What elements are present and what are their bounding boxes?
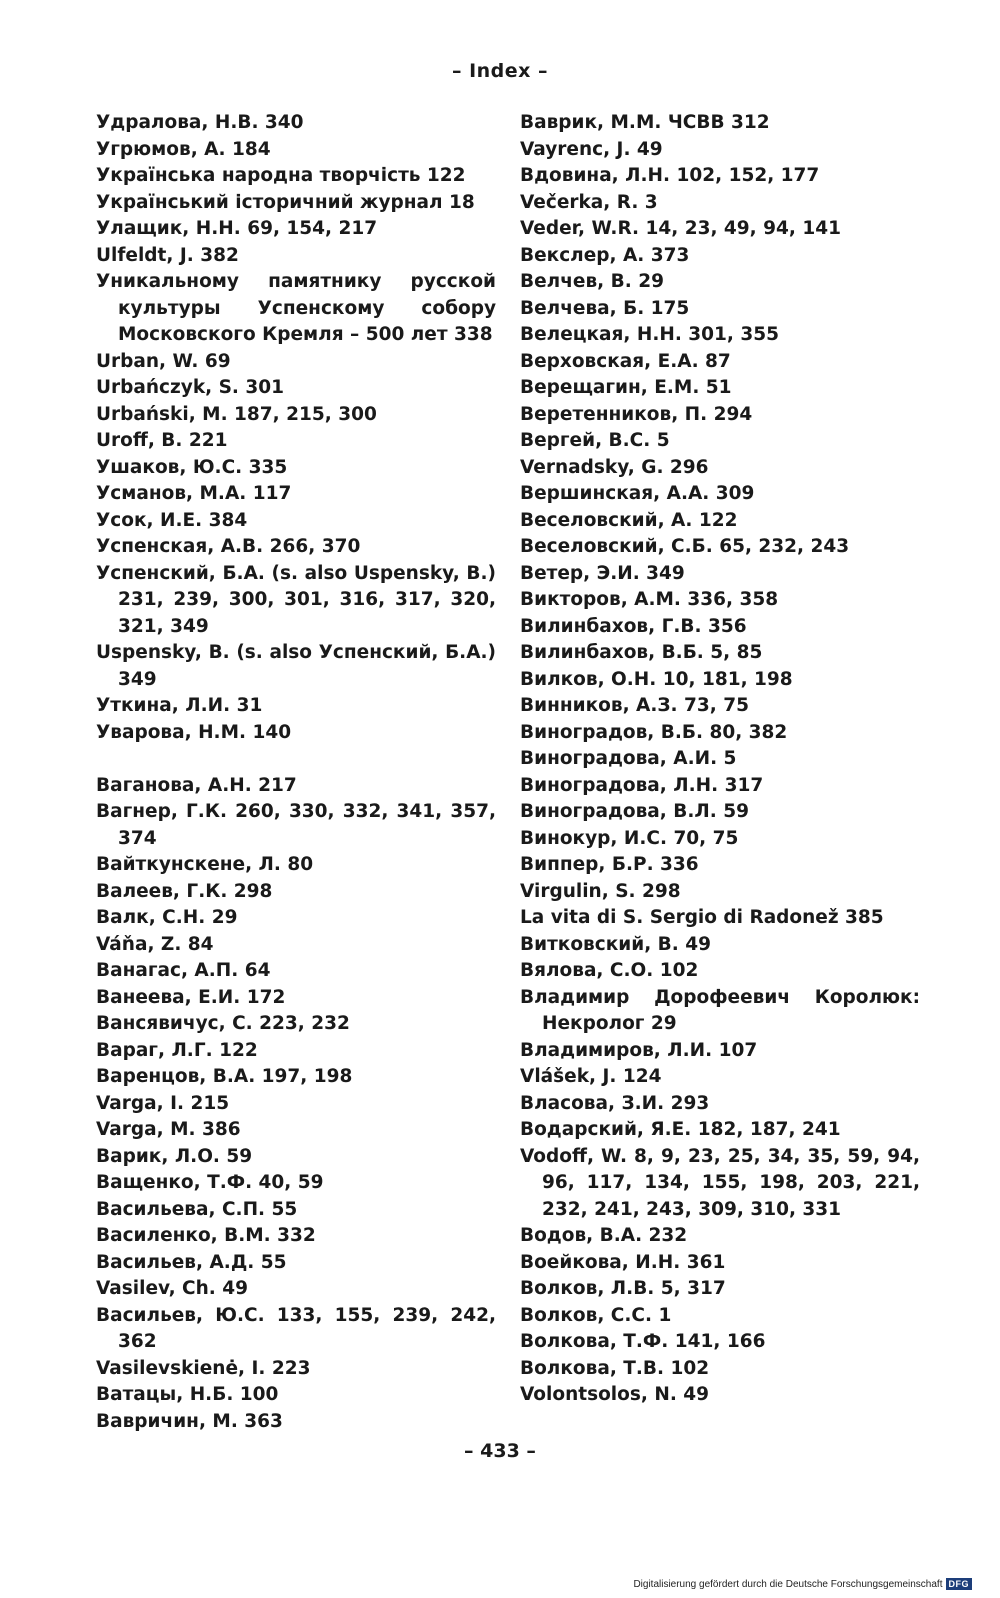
index-entry: Вилков, О.Н. 10, 181, 198 (520, 668, 793, 690)
index-entry: Улащик, Н.Н. 69, 154, 217 (96, 218, 378, 239)
index-entry: Успенский, Б.А. (s. also Uspensky, B.) 231, 239, 300, 301, 316, 317, 320, 321, 349 (96, 562, 496, 637)
index-entry: Ulfeldt, J. 382 (96, 244, 239, 266)
index-entry: Волкова, Т.В. 102 (520, 1357, 710, 1379)
index-entry: Вагнер, Г.К. 260, 330, 332, 341, 357, 374 (96, 801, 496, 849)
index-entry: Вергей, В.С. 5 (520, 430, 670, 451)
index-entry: Вялова, С.О. 102 (520, 960, 699, 981)
index-entry: Васильев, А.Д. 55 (96, 1251, 287, 1273)
dfg-logo: DFG (946, 1578, 973, 1590)
index-entry: Волков, Л.В. 5, 317 (520, 1278, 726, 1299)
index-column-right (520, 110, 920, 1409)
index-entry: Волкова, Т.Ф. 141, 166 (520, 1331, 766, 1352)
index-entry: La vita di S. Sergio di Radonež 385 (520, 907, 884, 928)
index-entry: Ваганова, А.Н. 217 (96, 774, 297, 796)
index-entry: Ванагас, А.П. 64 (96, 960, 271, 981)
index-entry: Виноградова, В.Л. 59 (520, 801, 749, 822)
index-entry: Усок, И.Е. 384 (96, 509, 248, 531)
index-entry: Винокур, И.С. 70, 75 (520, 827, 739, 849)
index-entry: Векслер, А. 373 (520, 244, 690, 266)
index-column-left (96, 110, 496, 1435)
index-entry: Вансявичус, С. 223, 232 (96, 1013, 350, 1034)
index-entry: Urbańczyk, S. 301 (96, 377, 285, 398)
index-entry: Virgulin, S. 298 (520, 880, 681, 902)
index-entry: Удралова, Н.В. 340 (96, 112, 304, 133)
index-entry: Uspensky, B. (s. also Успенский, Б.А.) 349 (96, 642, 496, 690)
page-number: – 433 – (464, 1440, 536, 1462)
index-entry: Верховская, Е.А. 87 (520, 350, 731, 372)
index-entry: Верещагин, Е.М. 51 (520, 377, 732, 398)
index-entry: Воейкова, И.Н. 361 (520, 1251, 726, 1273)
index-entry: Вилинбахов, В.Б. 5, 85 (520, 642, 763, 663)
index-entry: Ванеева, Е.И. 172 (96, 986, 286, 1008)
index-entry: Вершинская, А.А. 309 (520, 483, 755, 504)
index-entry: Виноградов, В.Б. 80, 382 (520, 721, 788, 743)
index-entry: Волков, С.С. 1 (520, 1304, 672, 1326)
index-entry: Витковский, В. 49 (520, 933, 711, 955)
index-entry: Ветер, Э.И. 349 (520, 562, 685, 584)
index-entry: Варенцов, В.А. 197, 198 (96, 1066, 353, 1087)
index-entry: Виппер, Б.Р. 336 (520, 854, 699, 875)
index-entry: Веретенников, П. 294 (520, 403, 753, 425)
index-entry: Urbański, M. 187, 215, 300 (96, 403, 377, 425)
section-gap (96, 746, 496, 773)
index-entry: Водарский, Я.Е. 182, 187, 241 (520, 1119, 841, 1140)
index-entry: Владимиров, Л.И. 107 (520, 1039, 758, 1061)
index-entry: Веселовский, А. 122 (520, 509, 738, 531)
index-entry: Vayrenc, J. 49 (520, 138, 663, 160)
index-entry: Валеев, Г.К. 298 (96, 880, 273, 902)
index-entry: Васильев, Ю.С. 133, 155, 239, 242, 362 (96, 1304, 496, 1352)
index-entry: Vodoff, W. 8, 9, 23, 25, 34, 35, 59, 94, 96, 117, 134, 155, 198, 203, 221, 232, 241, 243, 309, 310, 331 (520, 1145, 920, 1220)
index-entry: Ваврик, М.М. ЧСВВ 312 (520, 112, 770, 133)
index-entry: Уткина, Л.И. 31 (96, 695, 263, 716)
index-entry: Večerka, R. 3 (520, 191, 658, 213)
index-entry: Veder, W.R. 14, 23, 49, 94, 141 (520, 218, 841, 239)
index-entry: Усманов, М.А. 117 (96, 483, 292, 504)
index-entry: Вараг, Л.Г. 122 (96, 1039, 258, 1061)
index-entry: Велецкая, Н.Н. 301, 355 (520, 324, 780, 345)
index-entry: Ващенко, Т.Ф. 40, 59 (96, 1172, 324, 1193)
index-entry: Виноградова, Л.Н. 317 (520, 774, 764, 796)
index-entry: Український історичний журнал 18 (96, 191, 475, 213)
index-entry: Váňa, Z. 84 (96, 933, 214, 955)
digitization-credit (633, 1578, 972, 1590)
index-entry: Васильева, С.П. 55 (96, 1198, 298, 1220)
index-entry: Вилинбахов, Г.В. 356 (520, 615, 747, 637)
index-entry: Уварова, Н.М. 140 (96, 721, 292, 743)
index-entry: Василенко, В.М. 332 (96, 1225, 316, 1246)
index-entry: Веселовский, С.Б. 65, 232, 243 (520, 536, 850, 557)
index-entry: Викторов, А.М. 336, 358 (520, 589, 779, 610)
index-entry: Українська народна творчість 122 (96, 165, 466, 186)
index-entry: Варик, Л.О. 59 (96, 1145, 253, 1167)
index-entry: Валк, С.Н. 29 (96, 907, 238, 928)
index-entry: Vlášek, J. 124 (520, 1066, 662, 1087)
index-entry: Urban, W. 69 (96, 350, 231, 372)
index-entry: Varga, I. 215 (96, 1092, 230, 1114)
index-entry: Ватацы, Н.Б. 100 (96, 1384, 279, 1405)
page-header: – Index – (451, 60, 549, 82)
index-entry: Uroff, B. 221 (96, 430, 228, 451)
index-entry: Vasilevskienė, I. 223 (96, 1357, 311, 1379)
index-entry: Угрюмов, А. 184 (96, 138, 271, 160)
index-entry: Велчев, В. 29 (520, 271, 664, 292)
index-entry: Вдовина, Л.Н. 102, 152, 177 (520, 165, 820, 186)
index-entry: Успенская, А.В. 266, 370 (96, 536, 361, 557)
index-entry: Volontsolos, N. 49 (520, 1384, 710, 1405)
index-entry: Vasilev, Ch. 49 (96, 1278, 249, 1299)
index-entry: Вавричин, М. 363 (96, 1410, 283, 1432)
index-entry: Varga, M. 386 (96, 1119, 241, 1140)
index-entry: Власова, З.И. 293 (520, 1092, 710, 1114)
index-entry: Уникальному памятнику русской культуры Успенскому собору Московского Кремля – 500 лет 338 (96, 271, 496, 345)
index-entry: Ушаков, Ю.С. 335 (96, 456, 288, 478)
index-entry: Виноградова, А.И. 5 (520, 748, 737, 769)
index-entry: Владимир Дорофеевич Королюк: Некролог 29 (520, 986, 920, 1034)
index-entry: Vernadsky, G. 296 (520, 456, 709, 478)
credit-text: Digitalisierung gefördert durch die Deutsche Forschungsgemeinschaft (633, 1578, 943, 1590)
index-entry: Водов, В.А. 232 (520, 1225, 688, 1246)
index-entry: Винников, А.З. 73, 75 (520, 695, 749, 716)
index-entry: Вайткунскене, Л. 80 (96, 854, 314, 875)
index-entry: Велчева, Б. 175 (520, 297, 690, 319)
